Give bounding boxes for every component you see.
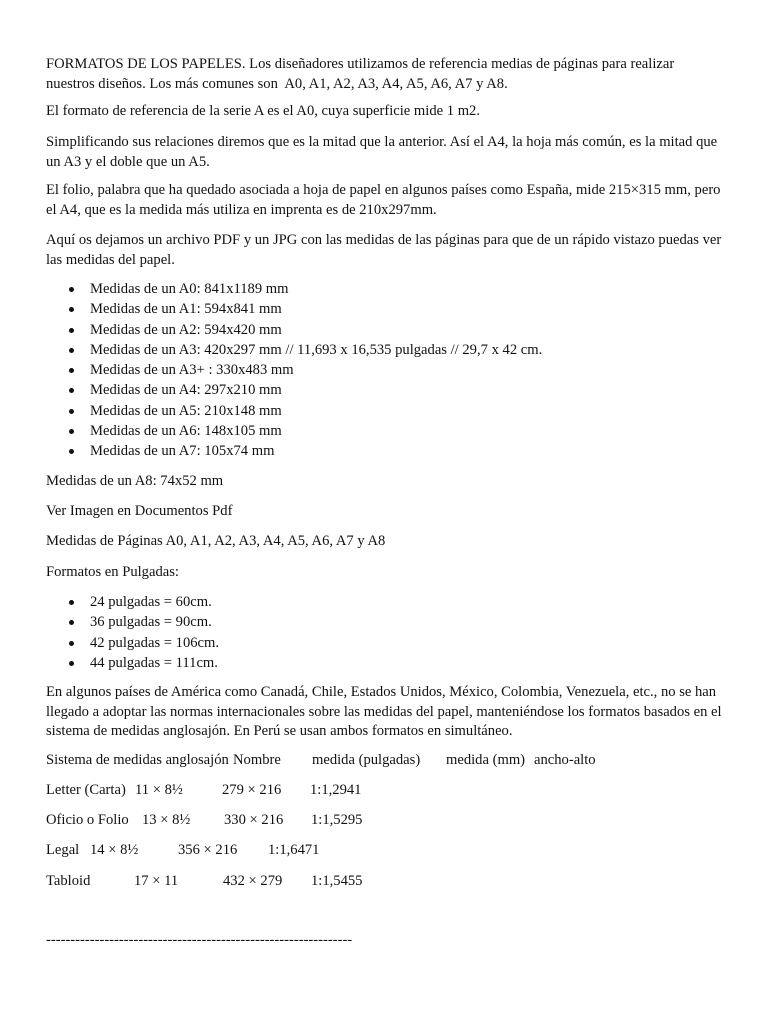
table-row: Legal 14 × 8½ 356 × 216 1:1,6471 [46, 842, 320, 858]
list-item: Medidas de un A2: 594x420 mm [46, 320, 726, 340]
list-item: Medidas de un A3: 420x297 mm // 11,693 x 16,535 pulgadas // 29,7 x 42 cm. [46, 340, 726, 360]
list-item: 36 pulgadas = 90cm. [46, 612, 726, 632]
list-item: Medidas de un A1: 594x841 mm [46, 299, 726, 319]
list-item: Medidas de un A6: 148x105 mm [46, 421, 726, 441]
a8-line: Medidas de un A8: 74x52 mm [46, 473, 224, 489]
bullet-icon [69, 620, 74, 625]
intro-paragraph: FORMATOS DE LOS PAPELES. Los diseñadores utilizamos de referencia medias de páginas para realizar nuestros diseños. Los más comunes son A0, A1, A2, A3, A4, A5, A6, A7 y A8. [46, 56, 678, 92]
bullet-icon [69, 307, 74, 312]
bullet-icon [69, 368, 74, 373]
bullet-icon [69, 600, 74, 605]
bullet-icon [69, 388, 74, 393]
bullet-icon [69, 661, 74, 666]
header-ancho-alto: ancho-alto [534, 752, 596, 768]
relations-paragraph: Simplificando sus relaciones diremos que es la mitad que la anterior. Así el A4, la hoja más común, es la mitad que un A3 y el doble que un A5. [46, 134, 721, 170]
formatos-pulgadas-heading: Formatos en Pulgadas: [46, 564, 179, 580]
list-item: Medidas de un A4: 297x210 mm [46, 380, 726, 400]
header-pulgadas: medida (pulgadas) [312, 752, 421, 768]
bullet-icon [69, 409, 74, 414]
header-mm: medida (mm) [446, 752, 526, 768]
ver-imagen-line: Ver Imagen en Documentos Pdf [46, 503, 233, 519]
list-item: Medidas de un A7: 105x74 mm [46, 441, 726, 461]
folio-paragraph: El folio, palabra que ha quedado asociada a hoja de papel en algunos países como España, mide 215×315 mm, pero el A4, que es la medida más utiliza en imprenta es de 210x297mm. [46, 182, 725, 218]
medidas-paginas-line: Medidas de Páginas A0, A1, A2, A3, A4, A5, A6, A7 y A8 [46, 533, 386, 549]
table-row: Letter (Carta) 11 × 8½ 279 × 216 1:1,2941 [46, 782, 362, 798]
a0-reference-paragraph: El formato de referencia de la serie A es el A0, cuya superficie mide 1 m2. [46, 103, 480, 119]
list-item: 24 pulgadas = 60cm. [46, 592, 726, 612]
a-sizes-list [46, 279, 726, 462]
list-item: Medidas de un A5: 210x148 mm [46, 401, 726, 421]
bullet-icon [69, 449, 74, 454]
table-header [46, 750, 726, 770]
bullet-icon [69, 328, 74, 333]
header-sistema: Sistema de medidas anglosajón [46, 752, 229, 768]
dashed-separator: --------------------------------------------------------------- [46, 932, 353, 948]
bullet-icon [69, 287, 74, 292]
bullet-icon [69, 348, 74, 353]
list-item: Medidas de un A3+ : 330x483 mm [46, 360, 726, 380]
inches-list [46, 592, 726, 673]
list-item: 44 pulgadas = 111cm. [46, 653, 726, 673]
america-paragraph: En algunos países de América como Canadá, Chile, Estados Unidos, México, Colombia, Venezuela, etc., no se han llegado a adoptar las normas internacionales sobre las medidas del papel, manteniéndose los formatos basados en el sistema de medidas anglosajón. En Perú se usan ambos formatos en simultáneo. [46, 684, 726, 739]
bullet-icon [69, 641, 74, 646]
files-paragraph: Aquí os dejamos un archivo PDF y un JPG con las medidas de las páginas para que de un rápido vistazo puedas ver las medidas del papel. [46, 232, 725, 268]
bullet-icon [69, 429, 74, 434]
table-row: Oficio o Folio 13 × 8½ 330 × 216 1:1,5295 [46, 812, 363, 828]
header-nombre: Nombre [233, 752, 281, 768]
table-row: Tabloid 17 × 11 432 × 279 1:1,5455 [46, 873, 363, 889]
list-item: Medidas de un A0: 841x1189 mm [46, 279, 726, 299]
list-item: 42 pulgadas = 106cm. [46, 633, 726, 653]
